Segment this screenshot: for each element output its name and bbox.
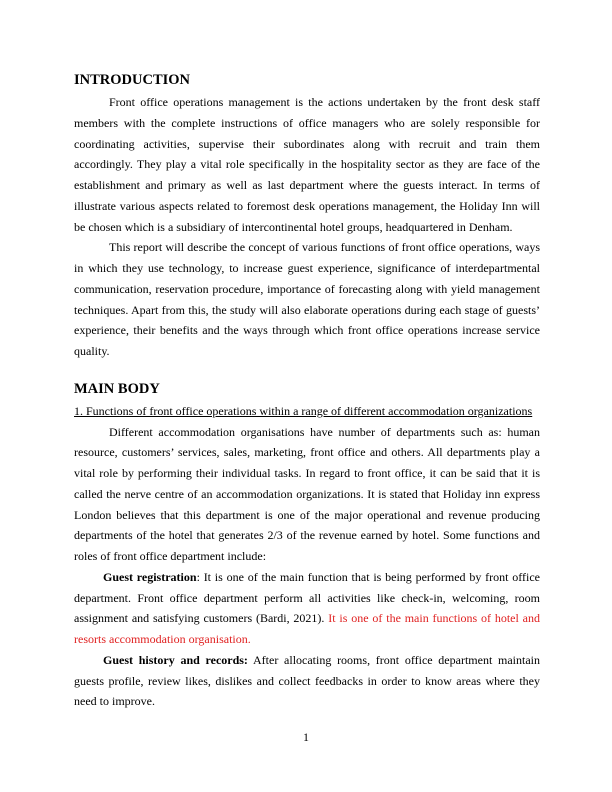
guest-history-text: After allocating rooms, front office department maintain guests profile, review likes, dislikes and collect feedbacks in order to know areas where they need to improve. bbox=[74, 652, 540, 709]
intro-paragraph-1: Front office operations management is the actions undertaken by the front desk staff members with the complete instructions of office managers who are solely responsible for coordinating activities, supervise their subordinates along with recruit and train them accordingly. They play a vital role specifically in the hospitality sector as they are face of the establishment and primary as well as last department where the guests interact. In terms of illustrate various aspects related to foremost desk operations management, the Holiday Inn will be chosen which is a subsidiary of intercontinental hotel groups, headquartered in Denham. bbox=[74, 95, 540, 234]
page-content bbox=[74, 71, 540, 712]
main-body-heading: MAIN BODY bbox=[74, 380, 160, 397]
guest-history-label: Guest history and records: bbox=[103, 652, 248, 667]
guest-registration-label: Guest registration bbox=[103, 569, 197, 584]
page-number: 1 bbox=[303, 730, 309, 744]
intro-paragraph-2: This report will describe the concept of various functions of front office operations, ways in which they use technology, to increase guest experience, significance of interdepartmental communication, reservation procedure, importance of forecasting along with yield management techniques. Apart from this, the study will also elaborate operations during each stage of guests’ experience, their benefits and the ways through which front office operations increase service quality. bbox=[74, 240, 540, 358]
main-paragraph-1: Different accommodation organisations have number of departments such as: human resource, customers’ services, sales, marketing, front office and others. All departments play a vital role by performing their individual tasks. In regard to front office, it can be said that it is called the nerve centre of an accommodation organizations. It is stated that Holiday inn express London believes that this department is one of the major operational and revenue producing departments of the hotel that generates 2/3 of the revenue earned by hotel. Some functions and roles of front office department include: bbox=[74, 424, 540, 563]
introduction-heading: INTRODUCTION bbox=[74, 72, 191, 88]
guest-history-paragraph bbox=[74, 650, 540, 712]
guest-registration-highlight: It is one of the main functions of hotel and resorts accommodation organisation. bbox=[74, 611, 540, 646]
guest-registration-paragraph bbox=[74, 567, 540, 650]
guest-registration-text: : It is one of the main function that is being performed by front office department. Front office department perform all activities like check-in, welcoming, room assignment and satisfying customers (Bardi, 2021). bbox=[74, 569, 541, 626]
section-1-title: 1. Functions of front office operations within a range of different accommodation organizations bbox=[74, 403, 533, 418]
